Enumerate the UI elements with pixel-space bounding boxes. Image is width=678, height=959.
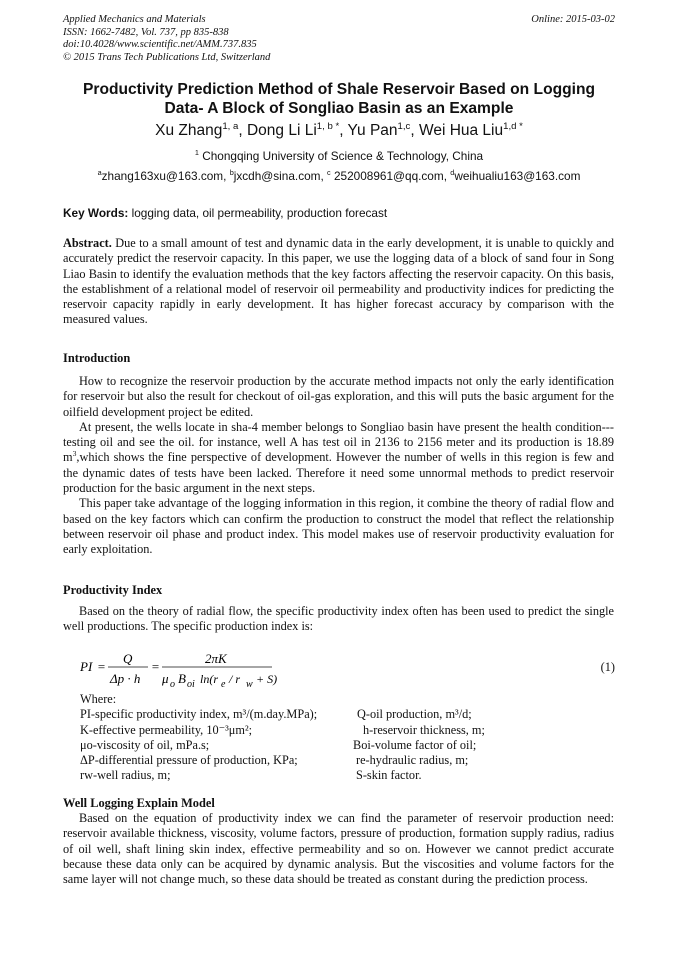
keywords: Key Words: logging data, oil permeability, production forecast bbox=[63, 206, 388, 220]
svg-text:+ S): + S) bbox=[256, 672, 278, 686]
author-name: Xu Zhang bbox=[155, 122, 223, 139]
author-name: Yu Pan bbox=[347, 122, 398, 139]
introduction-body bbox=[63, 374, 614, 558]
definition: Boi-volume factor of oil; bbox=[353, 737, 477, 752]
definition: S-skin factor. bbox=[356, 768, 422, 783]
doi: doi:10.4028/www.scientific.net/AMM.737.835 bbox=[63, 39, 257, 50]
paragraph: This paper take advantage of the logging information in this region, it combine the theory of radial flow and based on the key factors which can confirm the production to construct the model that reflect the relationship between reservoir oil phase and product index. This model makes use of reservoir productivity evaluation for early exploitation. bbox=[63, 496, 614, 557]
definition: re-hydraulic radius, m; bbox=[356, 753, 469, 768]
svg-text:/ r: / r bbox=[229, 672, 241, 686]
variable-definitions bbox=[80, 692, 485, 784]
author-name: Wei Hua Liu bbox=[418, 122, 504, 139]
svg-text:=: = bbox=[151, 659, 160, 674]
online-date: Online: 2015-03-02 bbox=[531, 14, 615, 25]
svg-text:Δp · h: Δp · h bbox=[110, 671, 141, 686]
svg-text:B: B bbox=[178, 671, 186, 686]
svg-text:e: e bbox=[221, 679, 226, 690]
paragraph: Based on the equation of productivity index we can find the parameter of reservoir production need: reservoir available thickness, viscosity, volume factors, pressure of production, formation supply radius, radius of oil well, shaft lining skin index, effective permeability and so on. However we cannot predict accurate because these data only can be acquired by dynamic analysis. But the viscosities and volume factors for the same layer will not change much, so these data should be treated as constant during the prediction process. bbox=[63, 811, 614, 887]
keywords-label: Key Words: bbox=[63, 206, 129, 220]
svg-text:o: o bbox=[170, 679, 175, 690]
productivity-index-body bbox=[63, 604, 614, 635]
section-heading-productivity-index: Productivity Index bbox=[63, 583, 163, 597]
definition: μo-viscosity of oil, mPa.s; bbox=[80, 737, 210, 752]
svg-text:=: = bbox=[97, 659, 106, 674]
definition: rw-well radius, m; bbox=[80, 768, 171, 783]
paragraph: Based on the theory of radial flow, the specific productivity index often has been used to predict the single well productions. The specific production index is: bbox=[63, 604, 614, 634]
definition: PI-specific productivity index, m³/(m.day.MPa); bbox=[80, 707, 318, 722]
svg-text:μ: μ bbox=[162, 671, 169, 686]
svg-text:PI: PI bbox=[80, 659, 93, 674]
abstract: Abstract. Due to a small amount of test and dynamic data in the early development, it is unable to quickly and accurately predict the reservoir capacity. In this paper, we use the logging data of a block of sand four in Song Liao Basin to identify the evaluation methods that the key factors affecting the reservoir capacity. On this basis, the establishment of a relational model of reservoir oil permeability and productivity indices for predicting the reservoir capacity rapidly in early development. It has higher forecast accuracy by comparison with the measured values. bbox=[63, 236, 614, 327]
definition: K-effective permeability, 10⁻³μm²; bbox=[80, 722, 253, 737]
email: weihualiu163@163.com bbox=[454, 169, 581, 183]
equation-number: (1) bbox=[600, 660, 615, 674]
affiliation: $^1$ Chongqing University of Science & Technology, China bbox=[194, 148, 484, 163]
definition: h-reservoir thickness, m; bbox=[363, 722, 485, 737]
where-label: Where: bbox=[80, 692, 117, 706]
paragraph: How to recognize the reservoir production by the accurate method impacts not only the early identification for reservoir but also the result for checkout of oil-gas exploration, and this will puts the basic argument for the oilfield development project be edited. bbox=[63, 374, 614, 419]
svg-text:ln(r: ln(r bbox=[200, 672, 219, 686]
email: zhang163xu@163.com, bbox=[101, 169, 227, 183]
paragraph: At present, the wells locate in sha-4 member belongs to Songliao basin have present the health condition---testing oil and see the oil. for instance, well A has test oil in 2136 to 2156 meter and its production is 18.89 $m^3,which$ shows the fine perspective of development. However the number of wells in this region is few and the dynamic dates of tests have been lacked. Therefore it need some unnormal methods to predict reservoir production for the basic argument in the next steps. bbox=[63, 419, 614, 496]
well-logging-body bbox=[63, 811, 614, 887]
journal-header bbox=[63, 14, 270, 64]
email-list: $^a$zhang163xu@163.com, $^b$jxcdh@sina.com, $^c$ 252008961@qq.com, $^d$weihualiu163@163.com bbox=[97, 168, 581, 183]
journal-name: Applied Mechanics and Materials bbox=[63, 14, 206, 25]
email: 252008961@qq.com, bbox=[333, 169, 447, 183]
paper-title: Productivity Prediction Method of Shale Reservoir Based on Logging Data- A Block of Songliao Basin as an Example bbox=[82, 81, 596, 117]
copyright: © 2015 Trans Tech Publications Ltd, Switzerland bbox=[63, 51, 271, 63]
section-heading-well-logging: Well Logging Explain Model bbox=[63, 796, 215, 810]
author-name: Dong Li Li bbox=[246, 122, 317, 139]
issn: ISSN: 1662-7482, Vol. 737, pp 835-838 bbox=[63, 26, 229, 38]
author-list: Xu Zhang$^{1, a}$, Dong Li $Li^{1, b *}$, Yu Pan$^{1,c}$, Wei Hua Liu$^{1,d *}$ bbox=[155, 120, 523, 139]
productivity-index-equation bbox=[80, 650, 620, 692]
abstract-label: Abstract. bbox=[63, 236, 112, 250]
section-heading-introduction: Introduction bbox=[63, 351, 131, 365]
definition: ΔP-differential pressure of production, KPa; bbox=[80, 753, 298, 768]
svg-text:2πK: 2πK bbox=[205, 651, 227, 666]
svg-text:oi: oi bbox=[187, 679, 195, 690]
email: jxcdh@sina.com, bbox=[233, 169, 324, 183]
definition: Q-oil production, m³/d; bbox=[357, 707, 472, 722]
svg-text:Q: Q bbox=[123, 651, 133, 666]
svg-text:w: w bbox=[246, 679, 253, 690]
